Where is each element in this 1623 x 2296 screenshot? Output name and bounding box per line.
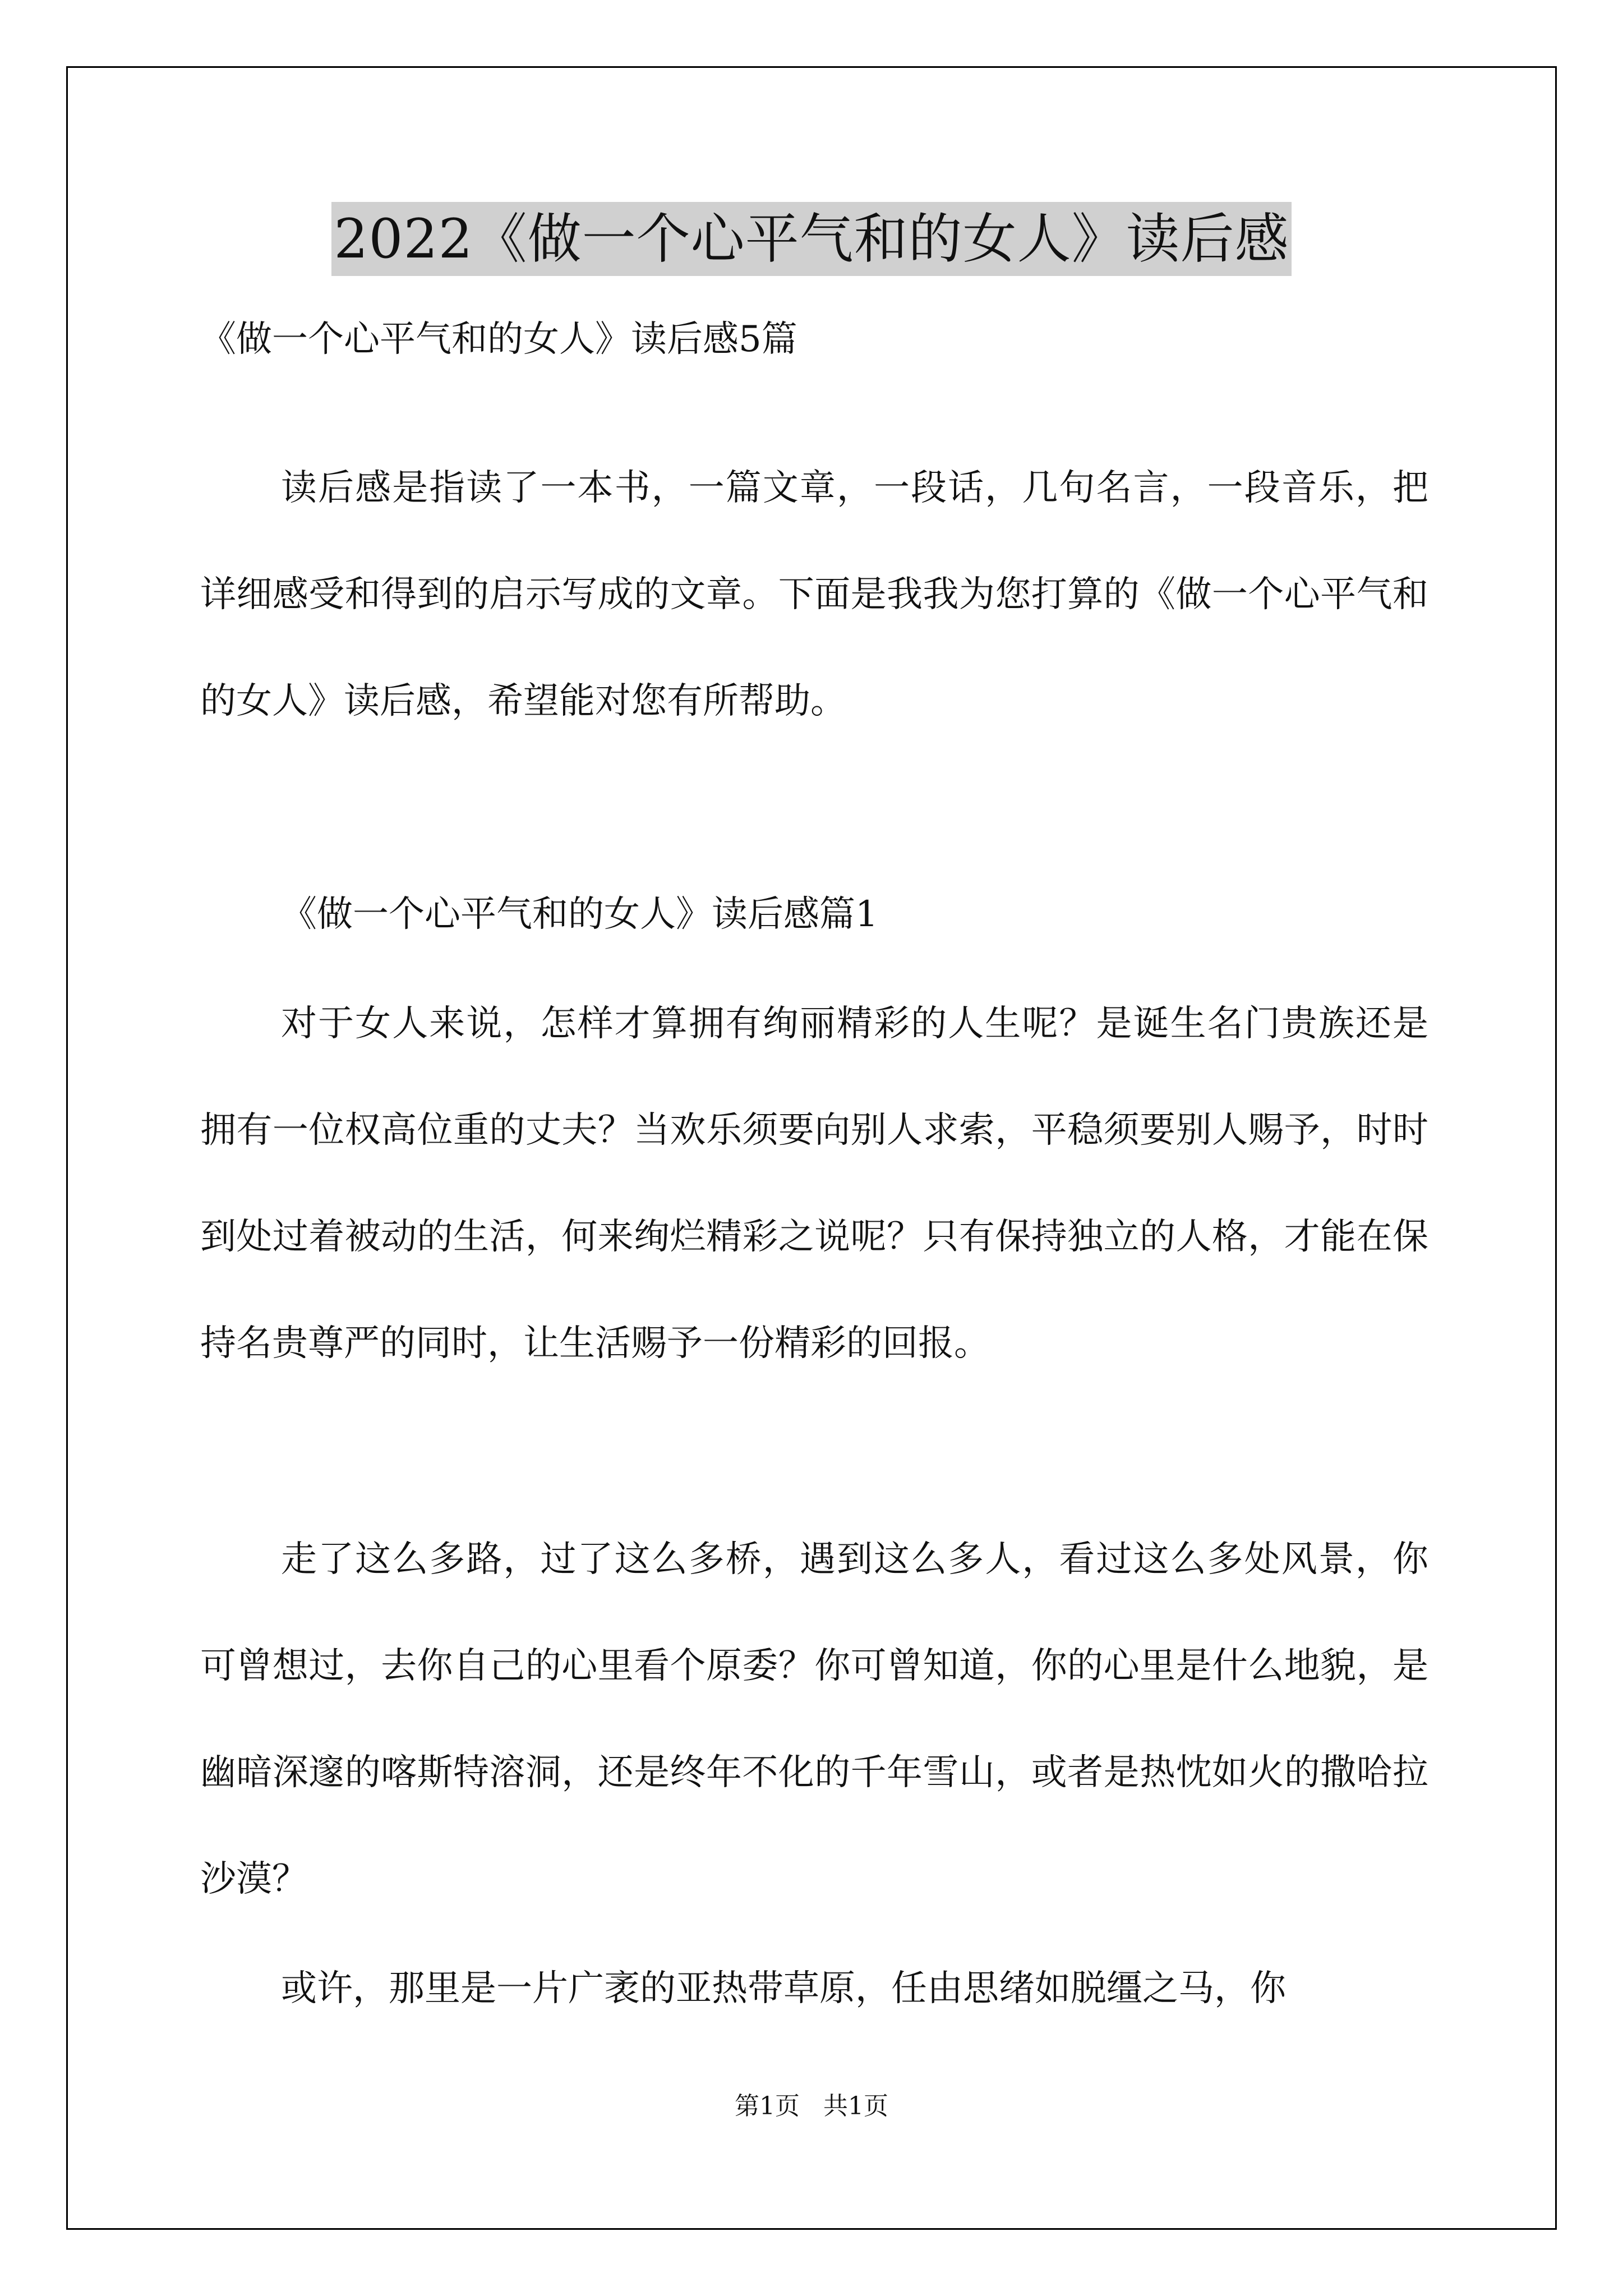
document-subtitle: 《做一个心平气和的女人》读后感5篇 xyxy=(200,319,797,360)
document-title: 2022《做一个心平气和的女人》读后感 xyxy=(331,202,1291,276)
title-container xyxy=(0,202,1623,276)
body-paragraph-2: 走了这么多路，过了这么多桥，遇到这么多人，看过这么多处风景，你可曾想过，去你自己的心里看个原委？你可曾知道，你的心里是什么地貌，是幽暗深邃的喀斯特溶洞，还是终年不化的千年雪山，或者是热忱如火的撒哈拉沙漠？ xyxy=(200,1539,1428,1900)
page-footer xyxy=(0,2090,1623,2123)
section-heading: 《做一个心平气和的女人》读后感篇1 xyxy=(281,894,878,935)
body-paragraph-1: 对于女人来说，怎样才算拥有绚丽精彩的人生呢？是诞生名门贵族还是拥有一位权高位重的丈夫？当欢乐须要向别人求索，平稳须要别人赐予，时时到处过着被动的生活，何来绚烂精彩之说呢？只有保持独立的人格，才能在保持名贵尊严的同时，让生活赐予一份精彩的回报。 xyxy=(200,1003,1428,1364)
intro-paragraph: 读后感是指读了一本书，一篇文章，一段话，几句名言，一段音乐，把详细感受和得到的启示写成的文章。下面是我我为您打算的《做一个心平气和的女人》读后感，希望能对您有所帮助。 xyxy=(200,467,1428,722)
page-number-label: 第1页 共1页 xyxy=(735,2092,888,2120)
body-paragraph-3: 或许，那里是一片广袤的亚热带草原，任由思绪如脱缰之马，你 xyxy=(281,1968,1286,2009)
